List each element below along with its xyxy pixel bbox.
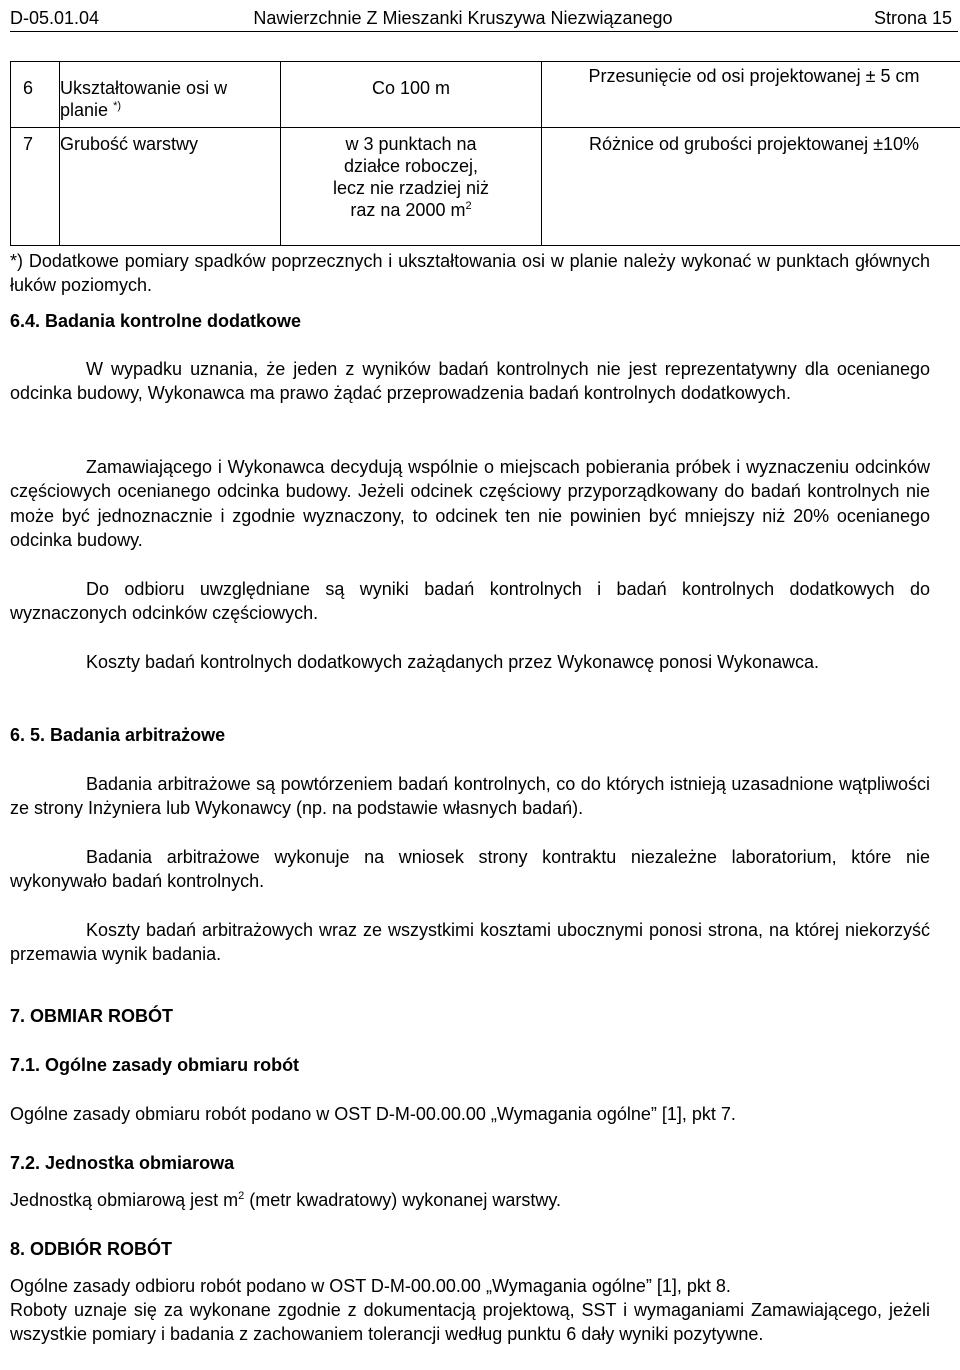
document-title: Nawierzchnie Z Mieszanki Kruszywa Niezwiązanego — [253, 8, 673, 28]
paragraph: Do odbioru uwzględniane są wyniki badań kontrolnych i badań kontrolnych dodatkowych do wyznaczonych odcinków częściowych. — [10, 579, 930, 624]
paragraph: Roboty uznaje się za wykonane zgodnie z dokumentacją projektową, SST i wymaganiami Zamawiającego, jeżeli wszystkie pomiary i badania z zachowaniem tolerancji według punktu 6 dały wyniki pozytywne. — [10, 1300, 930, 1345]
section-heading-6-5: 6. 5. Badania arbitrażowe — [10, 725, 226, 745]
page-header — [10, 5, 958, 32]
footnote-marker: *) — [113, 100, 122, 112]
section-heading-6-4: 6.4. Badania kontrolne dodatkowe — [10, 311, 302, 331]
control-parameters-table — [10, 61, 960, 246]
document-code: D-05.01.04 — [10, 8, 100, 28]
section-heading-8: 8. ODBIÓR ROBÓT — [10, 1239, 173, 1259]
paragraph: W wypadku uznania, że jeden z wyników badań kontrolnych nie jest reprezentatywny dla ocenianego odcinka budowy, Wykonawca ma prawo żądać przeprowadzenia badań kontrolnych dodatkowych. — [10, 359, 930, 404]
page-number: Strona 15 — [873, 8, 952, 28]
paragraph: Koszty badań kontrolnych dodatkowych zażądanych przez Wykonawcę ponosi Wykonawca. — [86, 652, 820, 672]
section-heading-7-1: 7.1. Ogólne zasady obmiaru robót — [10, 1055, 300, 1075]
test-frequency: Co 100 m — [281, 62, 542, 128]
paragraph: Ogólne zasady obmiaru robót podano w OST D-M-00.00.00 „Wymagania ogólne” [1], pkt 7. — [10, 1104, 736, 1124]
section-heading-7-2: 7.2. Jednostka obmiarowa — [10, 1153, 235, 1173]
table-footnote: *) Dodatkowe pomiary spadków poprzecznych i ukształtowania osi w planie należy wykonać w punktach głównych łuków poziomych. — [10, 251, 930, 296]
paragraph: Zamawiającego i Wykonawca decydują wspólnie o miejscach pobierania próbek i wyznaczeniu odcinków częściowych ocenianego odcinka budowy. Jeżeli odcinek częściowy przyporządkowany do badań kontrolnych nie może być jednoznacznie i zgodnie wyznaczony, to odcinek ten nie powinien być mniejszy niż 20% ocenianego odcinka budowy. — [10, 457, 930, 550]
paragraph: Badania arbitrażowe są powtórzeniem badań kontrolnych, co do których istnieją uzasadnione wątpliwości ze strony Inżyniera lub Wykonawcy (np. na podstawie własnych badań). — [10, 774, 930, 819]
requirement: Różnice od grubości projektowanej ±10% — [542, 128, 960, 246]
paragraph: Jednostką obmiarową jest $m^2$ (metr kwadratowy) wykonanej warstwy. — [10, 1190, 561, 1210]
paragraph: Ogólne zasady odbioru robót podano w OST D-M-00.00.00 „Wymagania ogólne” [1], pkt 8. — [10, 1276, 731, 1296]
requirement: Przesunięcie od osi projektowanej ± 5 cm — [542, 62, 960, 128]
section-heading-7: 7. OBMIAR ROBÓT — [10, 1006, 174, 1026]
row-number: 6 — [11, 62, 60, 128]
parameter-name: Ukształtowanie osi w planie *) — [60, 62, 281, 128]
table-row — [11, 62, 960, 128]
test-frequency: w 3 punktach na działce roboczej, lecz nie rzadziej niż raz na 2000 $m^2$ — [281, 128, 542, 246]
superscript: 2 — [465, 200, 472, 212]
paragraph: Koszty badań arbitrażowych wraz ze wszystkimi kosztami ubocznymi ponosi strona, na której niekorzyść przemawia wynik badania. — [10, 920, 930, 965]
parameter-name: Grubość warstwy — [60, 128, 281, 246]
row-number: 7 — [11, 128, 60, 246]
superscript: 2 — [238, 1190, 245, 1202]
paragraph: Badania arbitrażowe wykonuje na wniosek strony kontraktu niezależne laboratorium, które nie wykonywało badań kontrolnych. — [10, 847, 930, 892]
table-row — [11, 128, 960, 246]
